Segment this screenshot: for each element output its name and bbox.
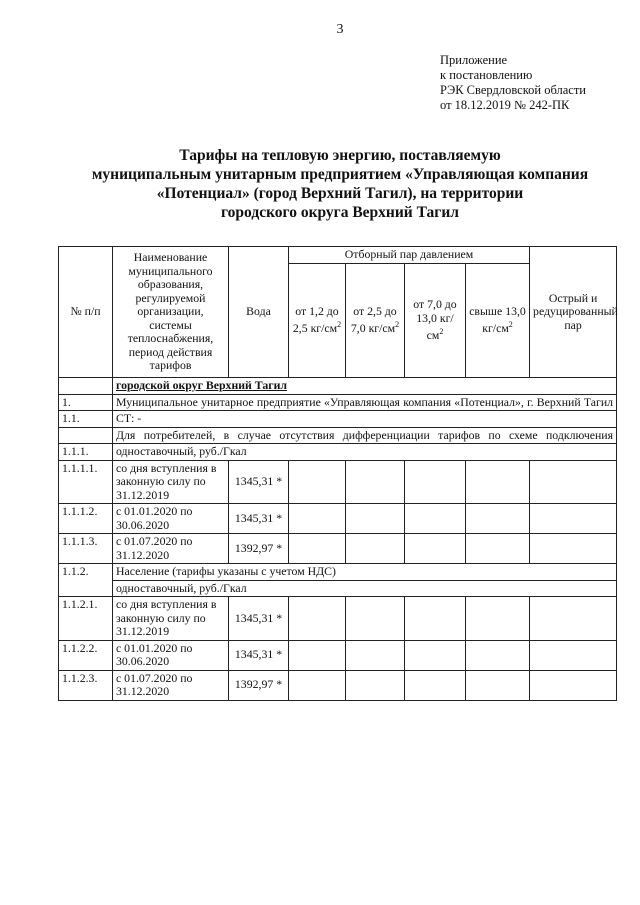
appendix-line: к постановлению — [440, 68, 533, 82]
title-line: Тарифы на тепловую энергию, поставляемую — [179, 147, 501, 164]
period-cell: с 01.07.2020 по 31.12.2020 — [113, 670, 229, 700]
row-num: 1.1. — [59, 411, 113, 428]
header-steam-group: Отборный пар давлением — [289, 247, 530, 264]
empty-cell — [59, 378, 113, 395]
header-pressure-4: свыше 13,0 $кг/см^2$ — [466, 263, 530, 378]
period-cell: с 01.01.2020 по 30.06.2020 — [113, 640, 229, 670]
water-value: 1345,31 * — [229, 597, 289, 641]
header-pressure-2: от 2,5 до 7,0 $кг/см^2$ — [346, 263, 405, 378]
water-value: 1392,97 * — [229, 534, 289, 564]
document-title — [80, 146, 600, 222]
title-line: городского округа Верхний Тагил — [221, 204, 459, 221]
appendix-line: от 18.12.2019 № 242-ПК — [440, 98, 570, 112]
row-num: 1.1.1.2. — [59, 504, 113, 534]
consumers-note: Для потребителей, в случае отсутствия дифференциации тарифов по схеме подключения — [113, 427, 617, 444]
row-num: 1.1.2.2. — [59, 640, 113, 670]
period-cell: со дня вступления в законную силу по 31.12.2019 — [113, 460, 229, 504]
appendix-line: Приложение — [440, 53, 508, 67]
row-num: 1.1.1.3. — [59, 534, 113, 564]
row-num: 1.1.2. — [59, 564, 113, 597]
page-number: 3 — [336, 22, 344, 37]
row-num: 1. — [59, 394, 113, 411]
row-num: 1.1.1. — [59, 444, 113, 461]
header-pressure-1: от 1,2 до 2,5 $кг/см^2$ — [289, 263, 346, 378]
empty-cell — [59, 427, 113, 444]
period-cell: со дня вступления в законную силу по 31.12.2019 — [113, 597, 229, 641]
header-name: Наименование муниципального образования, регулируемой организации, системы теплоснабжения, период действия тарифов — [113, 247, 229, 378]
organization-row: Муниципальное унитарное предприятие «Управляющая компания «Потенциал», г. Верхний Тагил — [113, 394, 617, 411]
tariff-table — [58, 246, 617, 701]
group-sublabel: одноставочный, руб./Гкал — [113, 580, 617, 597]
period-cell: с 01.01.2020 по 30.06.2020 — [113, 504, 229, 534]
water-value: 1345,31 * — [229, 504, 289, 534]
appendix-line: РЭК Свердловской области — [440, 83, 586, 97]
appendix-block — [440, 53, 586, 113]
title-line: «Потенциал» (город Верхний Тагил), на территории — [156, 185, 524, 202]
period-cell: с 01.07.2020 по 31.12.2020 — [113, 534, 229, 564]
water-value: 1392,97 * — [229, 670, 289, 700]
header-water: Вода — [229, 247, 289, 378]
district-row: городской округ Верхний Тагил — [113, 378, 617, 395]
system-row: СТ: - — [113, 411, 617, 428]
group-label: Население (тарифы указаны с учетом НДС) — [113, 564, 617, 581]
group-label: одноставочный, руб./Гкал — [113, 444, 617, 461]
header-pressure-3: от 7,0 до 13,0 $кг/см^2$ — [405, 263, 466, 378]
title-line: муниципальным унитарным предприятием «Управляющая компания — [91, 166, 589, 183]
water-value: 1345,31 * — [229, 460, 289, 504]
header-num: № п/п — [59, 247, 113, 378]
row-num: 1.1.2.3. — [59, 670, 113, 700]
row-num: 1.1.1.1. — [59, 460, 113, 504]
row-num: 1.1.2.1. — [59, 597, 113, 641]
water-value: 1345,31 * — [229, 640, 289, 670]
header-sharp-steam: Острый и редуцированный пар — [530, 247, 617, 378]
